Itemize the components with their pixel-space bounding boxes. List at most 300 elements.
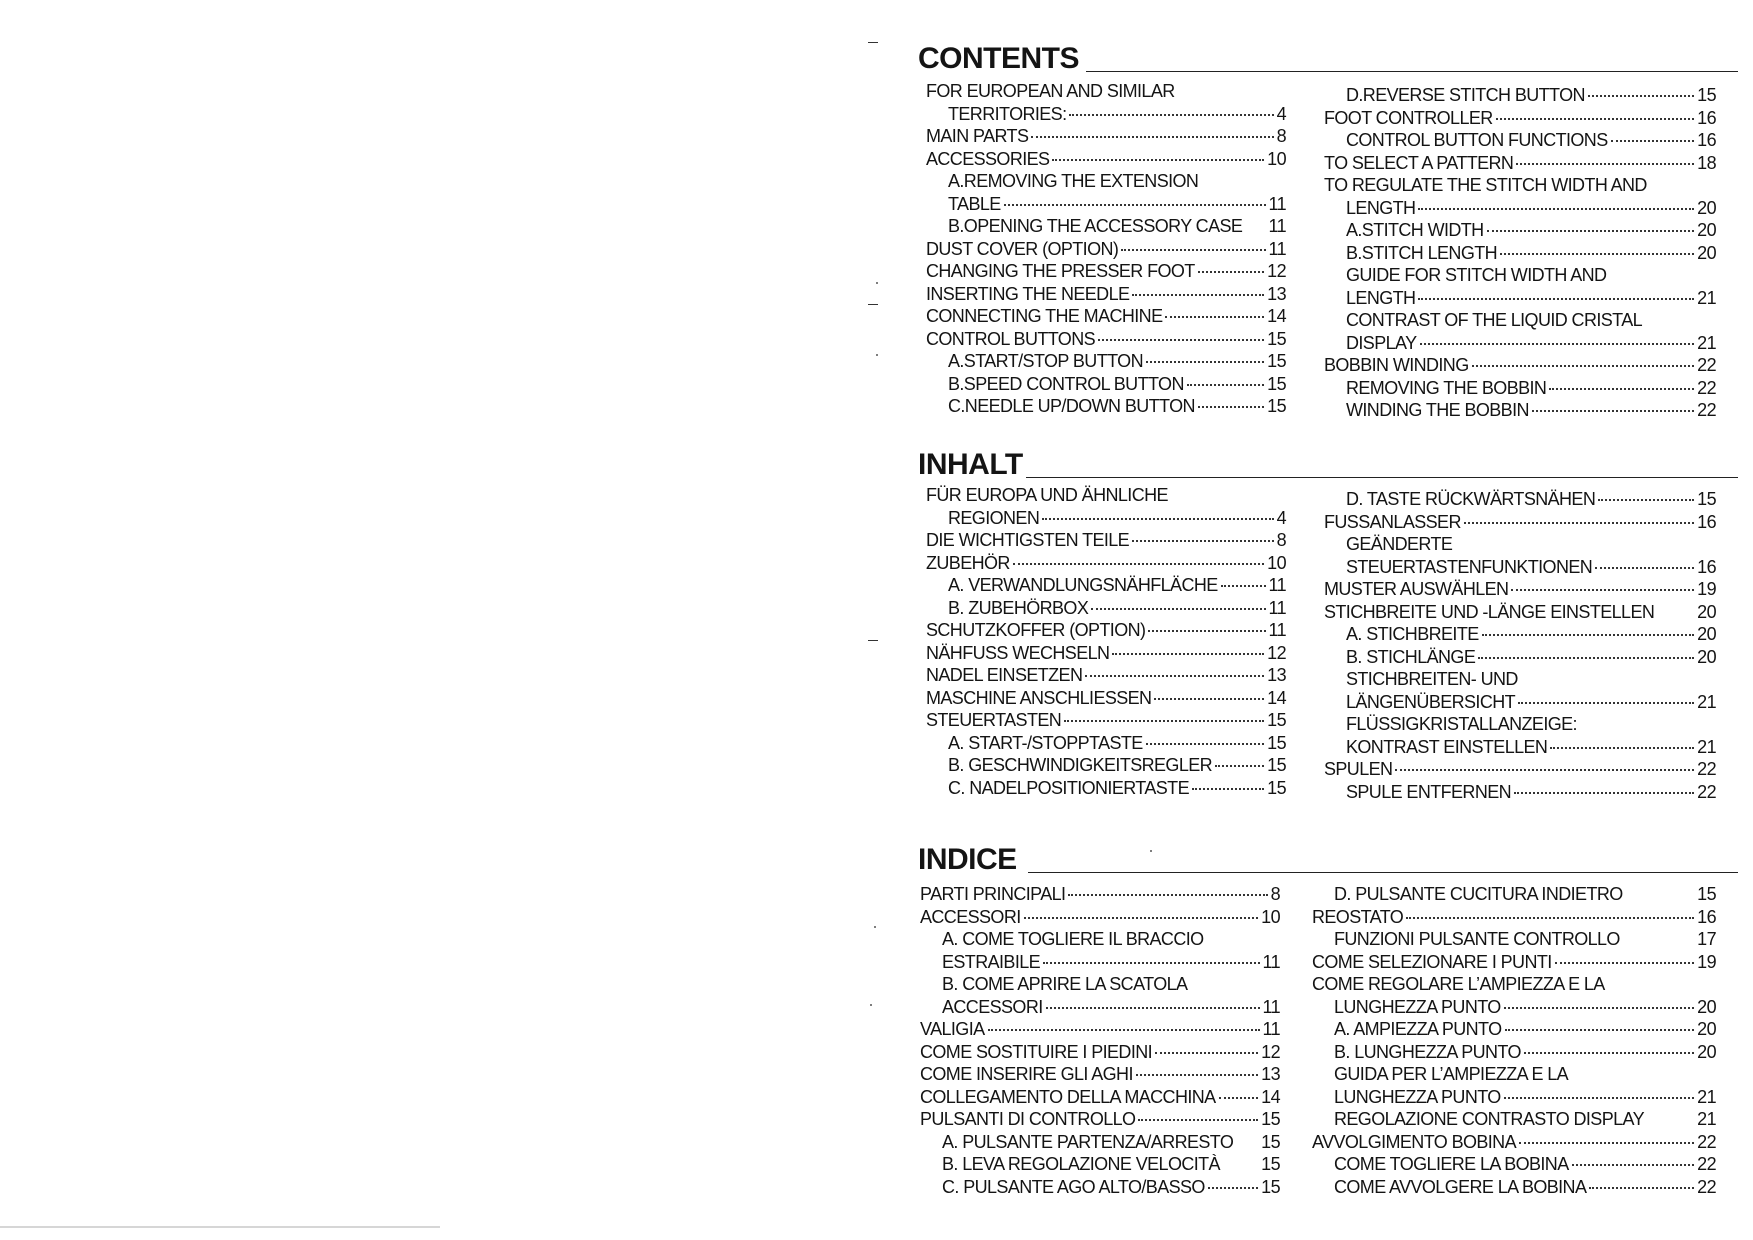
toc-entry-title: MUSTER AUSWÄHLEN <box>1324 579 1509 599</box>
toc-entry-title: COME TOGLIERE LA BOBINA <box>1334 1154 1569 1174</box>
toc-entry-page: 16 <box>1697 511 1716 532</box>
dot-leader <box>1052 159 1264 161</box>
dot-leader <box>1138 1119 1258 1121</box>
toc-entry-title: CONTRAST OF THE LIQUID CRISTAL <box>1346 310 1643 330</box>
toc-entry <box>926 260 1286 283</box>
toc-entry <box>926 80 1286 103</box>
fold-mark <box>868 304 878 305</box>
toc-entry-title: DISPLAY <box>1346 332 1417 353</box>
toc-entry-page: 11 <box>1262 951 1280 972</box>
toc-entry <box>1312 1018 1716 1041</box>
toc-entry-title: B.SPEED CONTROL BUTTON <box>948 373 1184 394</box>
toc-entry-page: 21 <box>1697 287 1716 308</box>
toc-entry-title: WINDING THE BOBBIN <box>1346 400 1529 420</box>
toc-entry-title: STEUERTASTEN <box>926 710 1062 730</box>
toc-entry <box>1324 691 1716 714</box>
toc-entry-page: 22 <box>1697 355 1716 375</box>
toc-entry-title: LUNGHEZZA PUNTO <box>1334 1086 1501 1107</box>
toc-entry-title: BOBBIN WINDING <box>1324 355 1469 375</box>
toc-entry-page: 11 <box>1268 597 1286 618</box>
toc-entry-title: B.OPENING THE ACCESSORY CASE <box>948 216 1243 236</box>
toc-entry-page: 17 <box>1697 929 1716 949</box>
dot-leader <box>1588 95 1694 97</box>
toc-entry-title: SPULEN <box>1324 759 1393 779</box>
toc-entry-title: COME SOSTITUIRE I PIEDINI <box>920 1041 1153 1062</box>
dot-leader <box>1524 1052 1694 1054</box>
dot-leader <box>1069 114 1273 116</box>
toc-entry-page: 12 <box>1261 1041 1280 1062</box>
toc-entry-title: COME REGOLARE L’AMPIEZZA E LA <box>1312 974 1605 994</box>
toc-entry-title: DUST COVER (OPTION) <box>926 238 1119 259</box>
toc-entry <box>926 709 1286 732</box>
toc-entry <box>926 170 1286 193</box>
toc-entry-page: 12 <box>1267 642 1286 663</box>
dot-leader <box>1187 384 1264 386</box>
dot-leader <box>1514 792 1694 794</box>
toc-entry <box>926 395 1286 418</box>
toc-entry-page: 22 <box>1697 759 1716 779</box>
toc-entry-page: 20 <box>1697 624 1716 644</box>
toc-entry-page: 22 <box>1697 400 1716 420</box>
toc-entry-title: GEÄNDERTE <box>1346 534 1453 554</box>
dot-leader <box>1192 788 1264 790</box>
toc-entry <box>1324 399 1716 422</box>
toc-entry-page: 20 <box>1697 996 1716 1017</box>
dot-leader <box>1550 747 1694 749</box>
toc-entry-page: 16 <box>1697 107 1716 128</box>
section-rule <box>1086 71 1738 72</box>
toc-entry <box>926 484 1286 507</box>
toc-entry <box>1312 1041 1716 1064</box>
dot-leader <box>1611 140 1695 142</box>
toc-entry <box>1324 556 1716 579</box>
toc-entry <box>1312 1131 1716 1154</box>
fold-mark <box>868 42 878 43</box>
section-title: INDICE <box>918 843 1017 876</box>
toc-entry-page: 15 <box>1697 85 1716 105</box>
dot-leader <box>1146 361 1264 363</box>
toc-entry-title: SCHUTZKOFFER (OPTION) <box>926 620 1146 640</box>
toc-entry-page: 15 <box>1267 732 1286 753</box>
toc-entry <box>926 642 1286 665</box>
toc-entry-title: ESTRAIBILE <box>942 951 1041 972</box>
toc-entry-page: 20 <box>1697 197 1716 218</box>
toc-entry-page: 8 <box>1276 126 1286 146</box>
toc-entry-title: A. STICHBREITE <box>1346 624 1479 644</box>
toc-entry-title: CONTROL BUTTON FUNCTIONS <box>1346 130 1608 150</box>
toc-entry-title: FLÜSSIGKRISTALLANZEIGE: <box>1346 714 1577 734</box>
toc-entry <box>926 215 1286 238</box>
dot-leader <box>1555 962 1695 964</box>
toc-entry-page: 4 <box>1276 103 1286 124</box>
toc-entry-title: LÄNGENÜBERSICHT <box>1346 691 1516 712</box>
toc-entry <box>920 1153 1280 1176</box>
dot-leader <box>1532 410 1694 412</box>
toc-entry-page: 14 <box>1267 306 1286 326</box>
dot-leader <box>1464 522 1694 524</box>
toc-column-left <box>926 80 1286 418</box>
toc-entry-title: TO REGULATE THE STITCH WIDTH AND <box>1324 175 1647 195</box>
toc-entry-title: MAIN PARTS <box>926 126 1029 146</box>
toc-entry-title: GUIDE FOR STITCH WIDTH AND <box>1346 265 1607 285</box>
toc-entry-title: NADEL EINSETZEN <box>926 665 1083 685</box>
toc-entry-title: CONTROL BUTTONS <box>926 328 1096 349</box>
toc-entry-page: 13 <box>1267 283 1286 304</box>
dot-leader <box>1064 720 1264 722</box>
dot-leader <box>1091 608 1265 610</box>
toc-entry-title: C.NEEDLE UP/DOWN BUTTON <box>948 396 1195 416</box>
toc-entry <box>1324 219 1716 242</box>
toc-entry-page: 15 <box>1267 328 1286 349</box>
toc-entry-title: NÄHFUSS WECHSELN <box>926 642 1110 663</box>
toc-entry-page: 18 <box>1697 152 1716 173</box>
toc-entry-title: LENGTH <box>1346 197 1416 218</box>
dot-leader <box>1418 208 1694 210</box>
toc-entry-page: 20 <box>1697 220 1716 240</box>
toc-entry <box>1324 174 1716 197</box>
dot-leader <box>1136 1074 1258 1076</box>
toc-entry <box>1324 578 1716 601</box>
dot-leader <box>1219 1097 1259 1099</box>
dot-leader <box>1085 675 1264 677</box>
toc-entry-title: A. START-/STOPPTASTE <box>948 732 1143 753</box>
dot-leader <box>1148 630 1265 632</box>
toc-entry <box>926 664 1286 687</box>
toc-entry-title: KONTRAST EINSTELLEN <box>1346 736 1548 757</box>
toc-entry-page: 16 <box>1697 906 1716 927</box>
dot-leader <box>1043 962 1259 964</box>
dot-leader <box>1418 298 1694 300</box>
toc-entry-page: 15 <box>1267 755 1286 775</box>
toc-entry <box>926 350 1286 373</box>
toc-entry <box>920 973 1280 996</box>
toc-entry <box>1324 84 1716 107</box>
toc-entry <box>926 148 1286 171</box>
dot-leader <box>1132 540 1273 542</box>
toc-entry-title: REOSTATO <box>1312 906 1404 927</box>
dot-leader <box>1572 1164 1695 1166</box>
section-title: CONTENTS <box>918 42 1079 75</box>
dot-leader <box>1472 365 1695 367</box>
toc-entry-title: FUSSANLASSER <box>1324 511 1461 532</box>
toc-entry-title: PARTI PRINCIPALI <box>920 884 1066 904</box>
toc-section-italian <box>918 833 1738 1197</box>
section-header <box>918 833 1738 877</box>
toc-entry <box>920 951 1280 974</box>
toc-entry-title: COME AVVOLGERE LA BOBINA <box>1334 1176 1587 1197</box>
toc-entry-page: 21 <box>1697 691 1716 712</box>
toc-entry-page: 11 <box>1268 193 1286 214</box>
toc-entry-page: 19 <box>1697 579 1716 599</box>
toc-entry-title: DIE WICHTIGSTEN TEILE <box>926 530 1130 550</box>
toc-entry <box>920 883 1280 906</box>
dot-leader <box>1121 249 1265 251</box>
toc-entry-page: 12 <box>1267 261 1286 281</box>
dot-leader <box>1146 743 1264 745</box>
toc-entry-title: FOOT CONTROLLER <box>1324 107 1493 128</box>
toc-entry-page: 11 <box>1268 238 1286 259</box>
toc-entry-title: C. PULSANTE AGO ALTO/BASSO <box>942 1176 1205 1197</box>
toc-section-german <box>918 438 1738 802</box>
dot-leader <box>1165 316 1264 318</box>
toc-entry-page: 14 <box>1267 687 1286 708</box>
toc-entry <box>926 193 1286 216</box>
toc-entry <box>1324 242 1716 265</box>
toc-entry <box>920 996 1280 1019</box>
toc-entry-title: REGIONEN <box>948 507 1040 528</box>
toc-entry-page: 15 <box>1267 396 1286 416</box>
toc-entry-title: STEUERTASTENFUNKTIONEN <box>1346 556 1593 577</box>
toc-entry-title: A.STITCH WIDTH <box>1346 220 1484 240</box>
toc-entry <box>1312 1108 1716 1131</box>
dot-leader <box>1132 294 1264 296</box>
toc-entry-page: 22 <box>1697 781 1716 802</box>
dot-leader <box>1482 634 1695 636</box>
toc-entry-page: 19 <box>1697 951 1716 972</box>
toc-entry-page: 22 <box>1697 377 1716 398</box>
toc-entry-page: 20 <box>1697 646 1716 667</box>
toc-entry-title: A. AMPIEZZA PUNTO <box>1334 1019 1502 1039</box>
toc-entry-page: 10 <box>1267 148 1286 169</box>
toc-entry-title: D. TASTE RÜCKWÄRTSNÄHEN <box>1346 489 1596 509</box>
toc-entry <box>1324 713 1716 736</box>
section-header <box>918 438 1738 482</box>
dot-leader <box>1406 917 1694 919</box>
toc-entry-title: COME SELEZIONARE I PUNTI <box>1312 951 1552 972</box>
toc-entry <box>926 125 1286 148</box>
toc-entry-title: COLLEGAMENTO DELLA MACCHINA <box>920 1086 1216 1107</box>
toc-entry <box>926 597 1286 620</box>
toc-entry-title: GUIDA PER L’AMPIEZZA E LA <box>1334 1064 1569 1084</box>
dot-leader <box>1031 136 1273 138</box>
toc-entry-page: 15 <box>1267 710 1286 730</box>
toc-entry <box>1324 354 1716 377</box>
toc-entry-page: 20 <box>1697 1041 1716 1062</box>
toc-entry <box>1324 781 1716 804</box>
toc-entry <box>1312 883 1716 906</box>
toc-entry <box>1324 488 1716 511</box>
toc-entry <box>1324 758 1716 781</box>
dot-leader <box>1215 765 1264 767</box>
toc-entry <box>1312 996 1716 1019</box>
dot-leader <box>1487 230 1695 232</box>
toc-entry-page: 13 <box>1267 665 1286 685</box>
toc-entry <box>926 687 1286 710</box>
toc-entry <box>1324 107 1716 130</box>
page-edge-line <box>0 1226 440 1228</box>
toc-entry <box>1324 264 1716 287</box>
toc-entry-title: A. COME TOGLIERE IL BRACCIO <box>942 929 1204 949</box>
toc-entry-title: MASCHINE ANSCHLIESSEN <box>926 687 1152 708</box>
dot-leader <box>1198 406 1264 408</box>
toc-entry-title: TERRITORIES: <box>948 103 1067 124</box>
dot-leader <box>1500 253 1694 255</box>
toc-entry-page: 8 <box>1276 530 1286 550</box>
section-header <box>918 32 1738 76</box>
toc-entry-title: C. NADELPOSITIONIERTASTE <box>948 777 1189 798</box>
toc-entry-title: LENGTH <box>1346 287 1416 308</box>
toc-entry-title: B. ZUBEHÖRBOX <box>948 597 1089 618</box>
toc-entry-page: 15 <box>1267 373 1286 394</box>
toc-entry-title: INSERTING THE NEEDLE <box>926 283 1130 304</box>
toc-entry-page: 11 <box>1262 996 1280 1017</box>
toc-entry-title: LUNGHEZZA PUNTO <box>1334 996 1501 1017</box>
dot-leader <box>1549 388 1694 390</box>
toc-entry-title: B.STITCH LENGTH <box>1346 242 1498 263</box>
toc-entry-title: ACCESSORI <box>942 996 1043 1017</box>
toc-entry <box>920 928 1280 951</box>
toc-entry-title: ACCESSORI <box>920 906 1021 927</box>
toc-column-left <box>926 484 1286 799</box>
toc-entry-title: A.REMOVING THE EXTENSION <box>948 171 1199 191</box>
toc-entry-title: D.REVERSE STITCH BUTTON <box>1346 85 1585 105</box>
toc-entry <box>1324 377 1716 400</box>
toc-column-left <box>920 883 1280 1198</box>
toc-entry <box>1312 1176 1716 1199</box>
toc-entry-title: REMOVING THE BOBBIN <box>1346 377 1547 398</box>
toc-entry-title: B. COME APRIRE LA SCATOLA <box>942 974 1188 994</box>
toc-entry-title: CONNECTING THE MACHINE <box>926 306 1163 326</box>
toc-entry-title: ZUBEHÖR <box>926 552 1010 573</box>
toc-entry-title: B. GESCHWINDIGKEITSREGLER <box>948 755 1213 775</box>
toc-entry <box>926 574 1286 597</box>
toc-entry-page: 8 <box>1270 884 1280 904</box>
toc-entry-title: B. STICHLÄNGE <box>1346 646 1476 667</box>
toc-entry-title: A.START/STOP BUTTON <box>948 351 1143 371</box>
toc-column-right <box>1324 84 1716 422</box>
toc-entry-title: TABLE <box>948 193 1001 214</box>
toc-entry <box>1324 511 1716 534</box>
section-title: INHALT <box>918 448 1023 481</box>
toc-entry <box>1312 928 1716 951</box>
dot-leader <box>1504 1097 1694 1099</box>
dot-leader <box>1516 163 1694 165</box>
dot-leader <box>1598 499 1694 501</box>
toc-entry-title: CHANGING THE PRESSER FOOT <box>926 261 1195 281</box>
dot-leader <box>1420 343 1695 345</box>
dot-leader <box>1519 1142 1694 1144</box>
toc-entry <box>1324 129 1716 152</box>
dot-leader <box>1198 271 1264 273</box>
toc-entry <box>926 754 1286 777</box>
dot-leader <box>1155 1052 1258 1054</box>
toc-entry <box>1312 1086 1716 1109</box>
toc-entry <box>920 1018 1280 1041</box>
dot-leader <box>1478 657 1694 659</box>
toc-entry <box>926 619 1286 642</box>
toc-entry <box>1312 1153 1716 1176</box>
dot-leader <box>1504 1007 1694 1009</box>
toc-entry-title: A. PULSANTE PARTENZA/ARRESTO <box>942 1131 1234 1152</box>
toc-entry-title: B. LUNGHEZZA PUNTO <box>1334 1041 1521 1062</box>
dot-leader <box>1013 563 1264 565</box>
toc-entry-page: 20 <box>1697 1019 1716 1039</box>
scan-speck <box>876 282 878 284</box>
toc-entry <box>1324 287 1716 310</box>
toc-entry <box>1312 951 1716 974</box>
toc-entry <box>1324 623 1716 646</box>
toc-entry <box>926 328 1286 351</box>
dot-leader <box>1221 585 1266 587</box>
scan-speck <box>870 1004 872 1006</box>
toc-entry <box>1324 736 1716 759</box>
toc-entry-page: 15 <box>1261 1109 1280 1129</box>
toc-entry-title: PULSANTI DI CONTROLLO <box>920 1109 1136 1129</box>
dot-leader <box>1496 118 1694 120</box>
toc-entry-page: 11 <box>1262 1019 1280 1039</box>
dot-leader <box>1098 339 1264 341</box>
toc-entry-title: A. VERWANDLUNGSNÄHFLÄCHE <box>948 575 1218 595</box>
dot-leader <box>1068 894 1267 896</box>
toc-entry-page: 22 <box>1697 1154 1716 1174</box>
scan-speck <box>876 354 878 356</box>
toc-entry <box>1324 668 1716 691</box>
toc-entry <box>920 1131 1280 1154</box>
toc-entry-title: FUNZIONI PULSANTE CONTROLLO <box>1334 929 1620 949</box>
toc-entry-page: 4 <box>1276 507 1286 528</box>
toc-entry <box>926 103 1286 126</box>
toc-entry-page: 11 <box>1268 575 1286 595</box>
toc-entry <box>1324 309 1716 332</box>
toc-entry-title: TO SELECT A PATTERN <box>1324 152 1514 173</box>
toc-entry <box>920 1086 1280 1109</box>
toc-entry-page: 15 <box>1697 489 1716 509</box>
toc-column-right <box>1312 883 1716 1198</box>
section-rule <box>1028 872 1738 873</box>
toc-entry-page: 11 <box>1268 620 1286 640</box>
toc-entry-page: 15 <box>1267 351 1286 371</box>
toc-entry-page: 10 <box>1261 906 1280 927</box>
toc-entry-page: 21 <box>1697 1086 1716 1107</box>
toc-entry-title: SPULE ENTFERNEN <box>1346 781 1512 802</box>
toc-entry-title: REGOLAZIONE CONTRASTO DISPLAY <box>1334 1109 1645 1129</box>
toc-entry-page: 21 <box>1697 1109 1716 1129</box>
toc-entry-page: 16 <box>1697 556 1716 577</box>
toc-entry <box>920 1176 1280 1199</box>
dot-leader <box>988 1029 1260 1031</box>
toc-entry-title: STICHBREITE UND -LÄNGE EINSTELLEN <box>1324 601 1655 622</box>
toc-entry <box>926 529 1286 552</box>
dot-leader <box>1154 698 1264 700</box>
toc-section-english <box>918 32 1738 420</box>
toc-entry <box>1312 1063 1716 1086</box>
toc-column-right <box>1324 488 1716 803</box>
toc-entry-page: 16 <box>1697 130 1716 150</box>
toc-entry <box>1324 601 1716 624</box>
toc-entry-title: ACCESSORIES <box>926 148 1050 169</box>
dot-leader <box>1004 204 1266 206</box>
dot-leader <box>1112 653 1264 655</box>
section-rule <box>1026 477 1738 478</box>
dot-leader <box>1395 769 1694 771</box>
toc-entry <box>920 1108 1280 1131</box>
toc-entry-title: VALIGIA <box>920 1019 985 1039</box>
toc-entry-title: COME INSERIRE GLI AGHI <box>920 1064 1133 1084</box>
toc-entry-page: 15 <box>1261 1131 1280 1152</box>
toc-entry-page: 10 <box>1267 552 1286 573</box>
toc-entry-title: D. PULSANTE CUCITURA INDIETRO <box>1334 884 1623 904</box>
toc-entry-page: 21 <box>1697 736 1716 757</box>
dot-leader <box>1595 567 1694 569</box>
toc-entry <box>926 373 1286 396</box>
toc-entry-page: 13 <box>1261 1064 1280 1084</box>
dot-leader <box>1511 589 1694 591</box>
toc-entry <box>1324 152 1716 175</box>
toc-entry <box>920 906 1280 929</box>
toc-entry <box>1324 533 1716 556</box>
toc-entry <box>1324 332 1716 355</box>
toc-entry <box>926 552 1286 575</box>
